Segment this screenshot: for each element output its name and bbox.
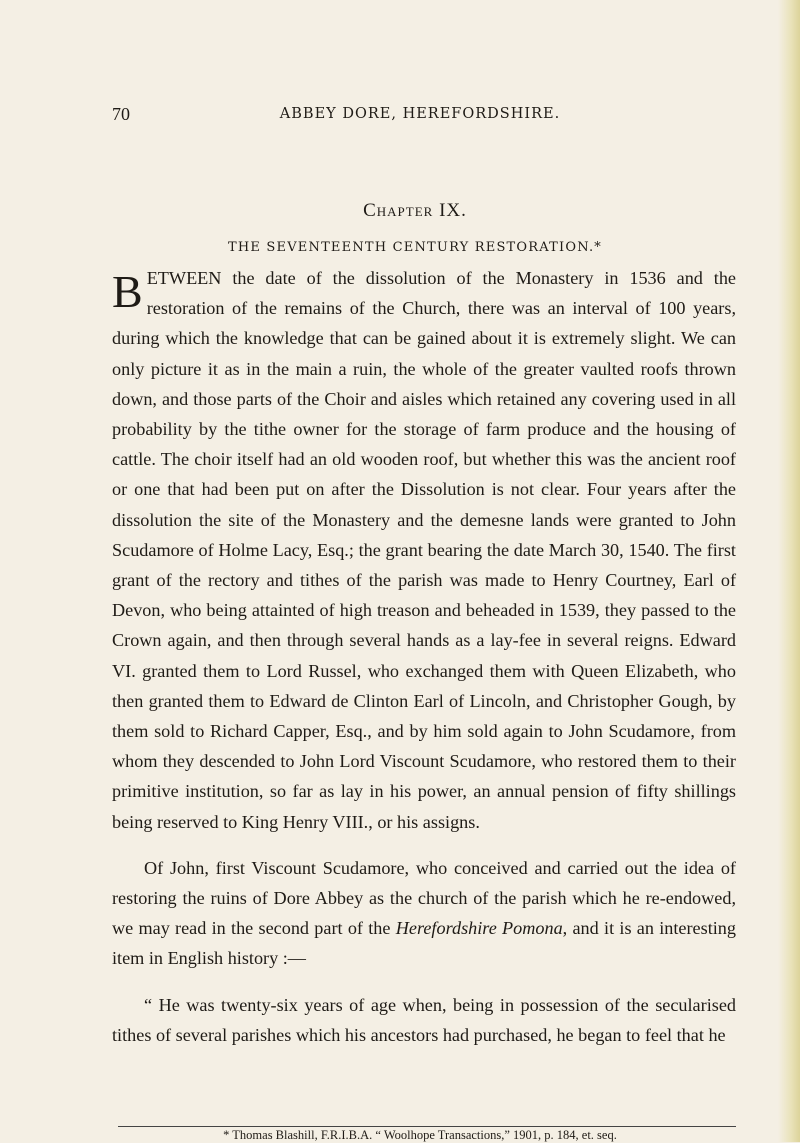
chapter-subtitle: THE SEVENTEENTH CENTURY RESTORATION.*: [227, 240, 602, 255]
drop-cap: B: [112, 266, 143, 317]
page-edge-discoloration: [778, 0, 800, 1142]
running-head: ABBEY DORE, HEREFORDSHIRE.: [279, 106, 561, 122]
page-number: 70: [112, 104, 130, 124]
paragraph-1: [112, 263, 736, 837]
footnote: * Thomas Blashill, F.R.I.B.A. “ Woolhope Transactions,” 1901, p. 184, et. seq.: [223, 1128, 617, 1142]
book-title-italic: Herefordshire Pomona: [395, 918, 563, 939]
page-header: [0, 104, 800, 126]
chapter-title: Chapter IX.: [363, 200, 467, 221]
paragraph-1-text: ETWEEN the date of the dissolution of the Monastery in 1536 and the restoration of the remains of the Church, there was an interval of 100 years, during which the knowledge that can be gained about it is extremely slight. We can only picture it as in the main a ruin, the whole of the greater vaulted roofs thrown down, and those parts of the Choir and aisles which retained any covering used in all probability by the tithe owner for the storage of farm produce and the housing of cattle. The choir itself had an old wooden roof, but whether this was the ancient roof or one that had been put on after the Dissolution is not clear. Four years after the dissolution the site of the Monastery and the demesne lands were granted to John Scudamore of Holme Lacy, Esq.; the grant bearing the date March 30, 1540. The first grant of the rectory and tithes of the parish was made to Henry Courtney, Earl of Devon, who being attainted of high treason and beheaded in 1539, they passed to the Crown again, and then through several hands as a lay-fee in several reigns. Edward VI. granted them to Lord Russel, who exchanged them with Queen Elizabeth, who then granted them to Edward de Clinton Earl of Lincoln, and Christopher Gough, by them sold to Richard Capper, Esq., and by him sold again to John Scudamore, from whom they descended to John Lord Viscount Scudamore, who restored them to their primitive institution, so far as lay in his power, an annual pension of fifty shillings being reserved to King Henry VIII., or his assigns.: [112, 268, 736, 832]
paragraph-2-text-b: , and it is an interesting item in English history :—: [112, 918, 736, 969]
body-text: [112, 263, 736, 1050]
footnote-rule: [118, 1126, 736, 1127]
paragraph-2-text-a: Of John, first Viscount Scudamore, who conceived and carried out the idea of restoring the ruins of Dore Abbey as the church of the parish which he re-endowed, we may read in the second part of the: [112, 857, 736, 939]
paragraph-2: [112, 853, 736, 974]
paragraph-3-quote: “ He was twenty-six years of age when, being in possession of the secularised tithes of several parishes which his ancestors had purchased, he began to feel that he: [112, 994, 736, 1045]
